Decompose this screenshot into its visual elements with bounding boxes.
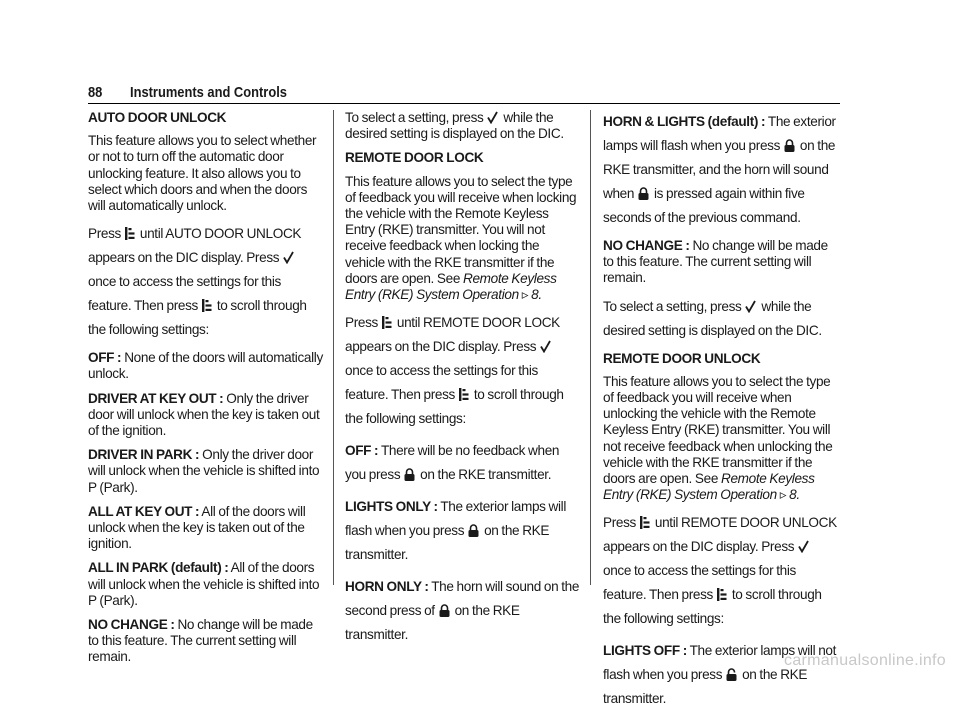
- menu-list-icon: [717, 588, 727, 601]
- menu-list-icon: [459, 388, 469, 401]
- reference-page: 8.: [789, 487, 800, 503]
- remote-door-unlock-heading: REMOTE DOOR UNLOCK: [603, 350, 761, 366]
- option-item: NO CHANGE : No change will be made to this feature. The current setting will remain.: [603, 238, 828, 286]
- rke-reference-link[interactable]: Remote Keyless Entry (RKE) System Operation: [603, 471, 815, 503]
- lock-icon: [784, 139, 795, 152]
- option-item: ALL AT KEY OUT : All of the doors will unlock when the key is taken out of the ignition.: [88, 503, 306, 552]
- option-item: OFF : There will be no feedback when you press on the RKE transmitter.: [345, 443, 560, 483]
- select-setting-text: To select a setting, press while the desired setting is displayed on the DIC.: [603, 298, 822, 338]
- column-1: [88, 110, 324, 674]
- option-item: DRIVER AT KEY OUT : Only the driver door will unlock when the key is taken out of the ignition.: [88, 390, 320, 439]
- rke-reference-link[interactable]: Remote Keyless Entry (RKE) System Operation: [345, 270, 557, 303]
- menu-list-icon: [382, 316, 392, 329]
- page-header: [88, 84, 840, 104]
- column-3: [603, 110, 839, 719]
- page-ref-arrow-icon: ▹: [521, 287, 529, 303]
- checkmark-icon: [540, 340, 551, 353]
- column-divider: [333, 110, 334, 585]
- checkmark-icon: [283, 251, 294, 264]
- option-item: LIGHTS OFF : The exterior lamps will not flash when you press on the RKE transmitter.: [603, 643, 837, 707]
- auto-door-unlock-intro: This feature allows you to select whether or not to turn off the automatic door unlocking feature. It also allows you to select which doors and when the doors will automatically unlock.: [88, 133, 317, 214]
- page-number: 88: [88, 84, 103, 101]
- column-divider: [590, 110, 591, 585]
- option-item: HORN & LIGHTS (default) : The exterior lamps will flash when you press on the RKE transmitter, and the horn will sound when is pressed again within five seconds of the previous command.: [603, 114, 836, 225]
- page-ref-arrow-icon: ▹: [779, 487, 787, 503]
- lock-icon: [439, 604, 450, 617]
- auto-door-unlock-instructions: Press until AUTO DOOR UNLOCK appears on the DIC display. Press once to access the settings for this feature. Then press to scroll through the following settings:: [88, 226, 307, 338]
- menu-list-icon: [125, 227, 135, 240]
- select-setting-text: To select a setting, press while the desired setting is displayed on the DIC.: [345, 110, 564, 142]
- lock-icon: [638, 187, 649, 200]
- watermark: carmanualsonline.info: [784, 652, 946, 669]
- remote-door-lock-instructions: Press until REMOTE DOOR LOCK appears on the DIC display. Press once to access the settings for this feature. Then press to scroll through the following settings:: [345, 315, 564, 427]
- remote-door-lock-intro: This feature allows you to select the type of feedback you will receive when locking the vehicle with the Remote Keyless Entry (RKE) transmitter. You will not receive feedback when locking the vehicle with the RKE transmitter if the doors are open. See Remote Keyless Entry (RKE) System Operation ▹ 8.: [345, 173, 577, 303]
- section-title: Instruments and Controls: [130, 84, 287, 101]
- checkmark-icon: [487, 111, 498, 124]
- reference-page: 8.: [531, 287, 542, 303]
- option-item: ALL IN PARK (default) : All of the doors will unlock when the vehicle is shifted into P (Park).: [88, 560, 320, 608]
- auto-door-unlock-heading: AUTO DOOR UNLOCK: [88, 110, 227, 125]
- option-item: HORN ONLY : The horn will sound on the second press of on the RKE transmitter.: [345, 579, 580, 643]
- option-item: NO CHANGE : No change will be made to this feature. The current setting will remain.: [88, 617, 313, 665]
- option-item: LIGHTS ONLY : The exterior lamps will flash when you press on the RKE transmitter.: [345, 499, 566, 563]
- option-item: OFF : None of the doors will automatically unlock.: [88, 350, 323, 382]
- lock-icon: [404, 468, 415, 481]
- menu-list-icon: [640, 516, 650, 529]
- option-item: DRIVER IN PARK : Only the driver door will unlock when the vehicle is shifted into P (Park).: [88, 447, 320, 495]
- checkmark-icon: [745, 300, 756, 313]
- checkmark-icon: [798, 540, 809, 553]
- remote-door-unlock-instructions: Press until REMOTE DOOR UNLOCK appears on the DIC display. Press once to access the settings for this feature. Then press to scroll through the following settings:: [603, 515, 837, 627]
- unlock-icon: [726, 668, 737, 681]
- header-rule: [88, 103, 840, 104]
- remote-door-unlock-intro: This feature allows you to select the type of feedback you will receive when unlocking the vehicle with the Remote Keyless Entry (RKE) transmitter. You will not receive feedback when unlocking the vehicle with the RKE transmitter if the doors are open. See Remote Keyless Entry (RKE) System Operation ▹ 8.: [603, 373, 833, 503]
- remote-door-lock-heading: REMOTE DOOR LOCK: [345, 150, 484, 166]
- lock-icon: [468, 524, 479, 537]
- column-2: [345, 110, 581, 655]
- menu-list-icon: [202, 299, 212, 312]
